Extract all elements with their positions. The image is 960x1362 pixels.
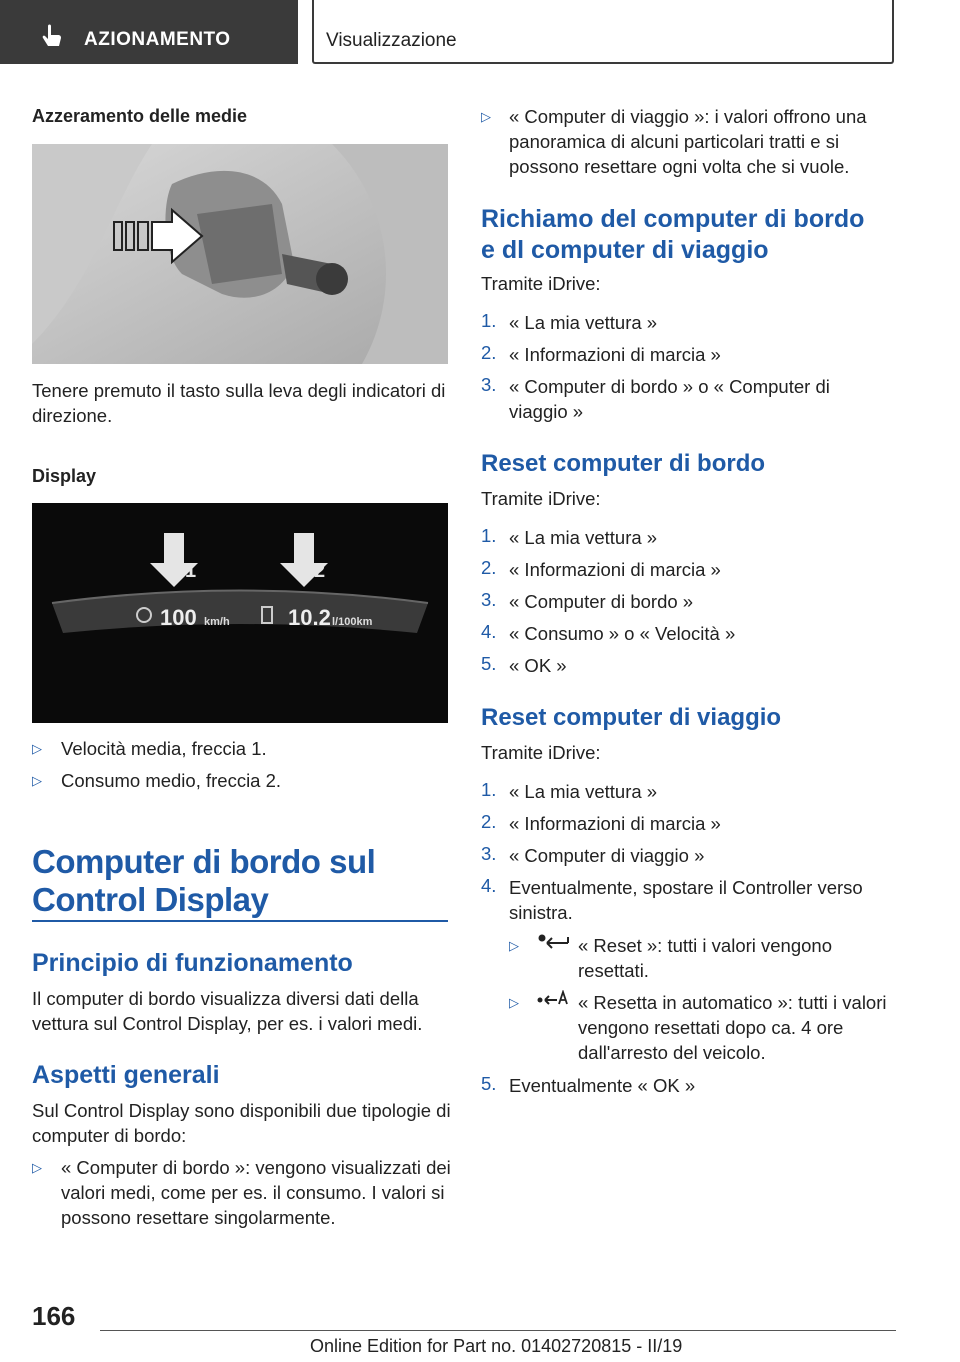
reset-trip-step-4: Eventualmente, spostare il Controller verso sinistra.	[509, 877, 863, 923]
display-heading: Display	[32, 466, 97, 486]
display-speed-value: 100	[160, 605, 197, 630]
reset-onboard-step-3: « Computer di bordo »	[509, 591, 694, 612]
reset-caption: Tenere premuto il tasto sulla leva degli indicatori di direzione.	[32, 380, 446, 426]
footer-edition: Online Edition for Part no. 01402720815 - II/19	[310, 1336, 683, 1356]
display-consumption-unit: l/100km	[332, 616, 373, 628]
footer-divider	[100, 1330, 896, 1331]
auto-reset-symbol-icon	[537, 990, 571, 1008]
reset-trip-step-1: « La mia vettura »	[509, 781, 658, 802]
reset-onboard-step-1: « La mia vettura »	[509, 527, 658, 548]
step-number: 2.	[481, 342, 497, 363]
recall-heading-line-1: Richiamo del computer di bordo	[481, 205, 865, 233]
reset-onboard-step-5: « OK »	[509, 655, 567, 676]
reset-trip-step-3: « Computer di viaggio »	[509, 845, 705, 866]
principle-text: Il computer di bordo visualizza diversi dati della vettura sul Control Display, per es. i valori medi.	[32, 988, 423, 1034]
reset-averages-heading: Azzeramento delle medie	[32, 106, 248, 126]
instrument-display-figure	[32, 503, 448, 723]
section-divider	[32, 920, 448, 922]
recall-via-idrive: Tramite iDrive:	[481, 273, 601, 294]
sub-bullet-reset: « Reset »: tutti i valori vengono resettati.	[578, 935, 833, 981]
general-text: Sul Control Display sono disponibili due tipologie di computer di bordo:	[32, 1100, 451, 1146]
reset-trip-step-2: « Informazioni di marcia »	[509, 813, 721, 834]
display-consumption-value: 10.2	[288, 605, 331, 630]
display-speed-unit: km/h	[204, 616, 230, 628]
step-number: 1.	[481, 310, 497, 331]
hand-touch-icon	[40, 24, 64, 50]
step-number: 5.	[481, 1073, 497, 1094]
recall-step-1: « La mia vettura »	[509, 312, 658, 333]
display-bullet-2: Consumo medio, freccia 2.	[61, 770, 282, 791]
reset-trip-via-idrive: Tramite iDrive:	[481, 742, 601, 763]
sub-bullet-auto-reset: « Resetta in automatico »: tutti i valori vengono resettati dopo ca. 4 ore dall'arresto del veicolo.	[578, 992, 887, 1063]
reset-onboard-via-idrive: Tramite iDrive:	[481, 488, 601, 509]
step-number: 2.	[481, 557, 497, 578]
step-number: 4.	[481, 621, 497, 642]
recall-step-2: « Informazioni di marcia »	[509, 344, 721, 365]
reset-onboard-step-2: « Informazioni di marcia »	[509, 559, 721, 580]
bullet-trip-computer: « Computer di viaggio »: i valori offrono una panoramica di alcuni particolari tratti e si possono resettare ogni volta che si vuole.	[509, 106, 867, 177]
step-number: 2.	[481, 811, 497, 832]
step-number: 5.	[481, 653, 497, 674]
section-heading-line-1: Computer di bordo sul	[32, 843, 376, 880]
section-heading-line-2: Control Display	[32, 881, 269, 918]
bullet-icon: ▷	[32, 741, 42, 756]
principle-heading: Principio di funzionamento	[32, 949, 353, 977]
turn-signal-lever-figure	[32, 144, 448, 364]
recall-step-3: « Computer di bordo » o « Computer di viaggio »	[509, 376, 830, 422]
step-number: 3.	[481, 589, 497, 610]
page-number: 166	[32, 1301, 76, 1331]
reset-trip-step-5: Eventualmente « OK »	[509, 1075, 696, 1096]
bullet-icon: ▷	[32, 1160, 42, 1175]
reset-symbol-icon	[537, 933, 571, 951]
bullet-icon: ▷	[509, 995, 519, 1010]
general-heading: Aspetti generali	[32, 1061, 220, 1089]
bullet-icon: ▷	[509, 938, 519, 953]
header-page-title: Visualizzazione	[326, 30, 457, 51]
recall-heading-line-2: e dl computer di viaggio	[481, 236, 769, 264]
step-number: 1.	[481, 779, 497, 800]
reset-onboard-step-4: « Consumo » o « Velocità »	[509, 623, 736, 644]
reset-trip-heading: Reset computer di viaggio	[481, 704, 782, 731]
bullet-icon: ▷	[481, 109, 491, 124]
general-bullet-onboard: « Computer di bordo »: vengono visualizzati dei valori medi, come per es. il consumo. I valori si possono resettare singolarmente.	[61, 1157, 451, 1228]
display-arrow-2-label: 2	[314, 560, 326, 582]
step-number: 3.	[481, 374, 497, 395]
display-arrow-1-label: 1	[185, 560, 197, 582]
header-section-label: AZIONAMENTO	[84, 29, 231, 50]
bullet-icon: ▷	[32, 773, 42, 788]
display-bullet-1: Velocità media, freccia 1.	[61, 738, 267, 759]
reset-onboard-heading: Reset computer di bordo	[481, 450, 766, 477]
step-number: 1.	[481, 525, 497, 546]
step-number: 3.	[481, 843, 497, 864]
step-number: 4.	[481, 875, 497, 896]
